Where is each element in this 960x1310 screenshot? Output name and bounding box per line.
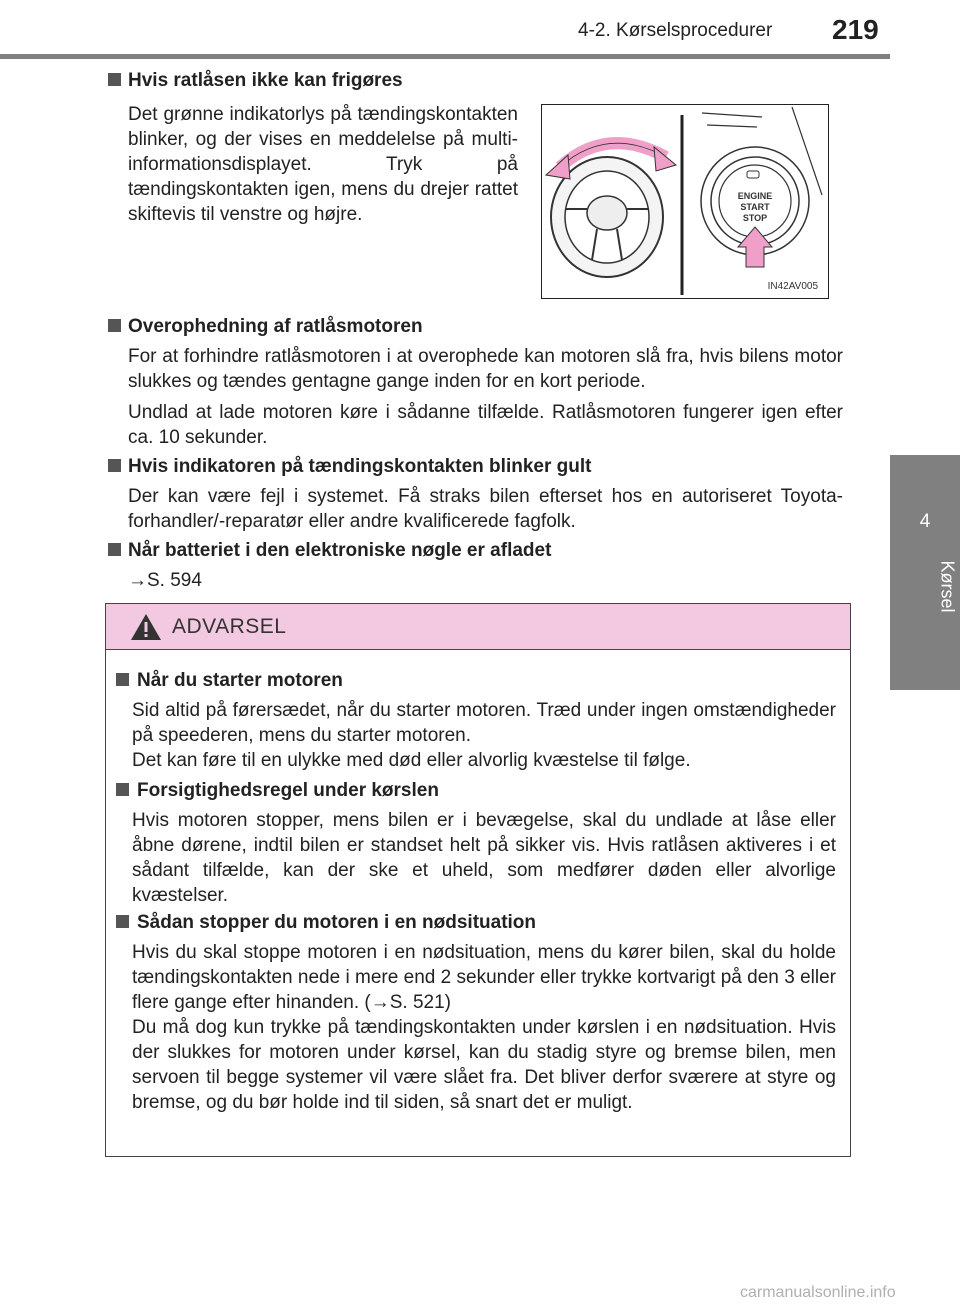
warning-paragraph: Hvis motoren stopper, mens bilen er i bevægelse, skal du undlade at låse eller åbne dørene, indtil bilen er standset helt på sikker vis. Hvis ratlåsen aktiveres i et sådant tilfælde, kan der ske et uheld, som medfører døden eller alvorlige kvæstelser. (132, 810, 836, 906)
warning-item-title: Når du starter motoren (116, 670, 343, 692)
warning-item-title: Sådan stopper du motoren i en nødsituation (116, 912, 536, 934)
warning-paragraph: Sid altid på førersædet, når du starter motoren. Træd under ingen omstændigheder på speederen, mens du starter motoren. (132, 700, 836, 746)
page-number: 219 (832, 14, 879, 45)
warning-triangle-icon (130, 613, 162, 641)
section-paragraph: Undlad at lade motoren køre i sådanne tilfælde. Ratlåsmotoren fungerer igen efter ca. 10 sekunder. (128, 402, 843, 448)
bullet-square-icon (108, 543, 121, 556)
bullet-square-icon (108, 73, 121, 86)
section-title: Overophedning af ratlåsmotoren (108, 316, 423, 338)
section-header: 4-2. Kørselsprocedurer (578, 20, 773, 41)
section-paragraph: Der kan være fejl i systemet. Få straks bilen efterset hos en autoriseret Toyota-forhandler/-reparatør eller andre kvalificerede fagfolk. (128, 486, 843, 532)
section-paragraph: Det grønne indikatorlys på tændingskontakten blinker, og der vises en meddelelse på multi-informationsdisplayet. Tryk på tændingskontakten igen, mens du drejer rattet skiftevis til venstre og højre. (128, 104, 518, 225)
header-rule (0, 54, 890, 59)
bullet-square-icon (116, 783, 129, 796)
warning-box (105, 603, 851, 1157)
warning-item-title: Forsigtighedsregel under kørslen (116, 780, 439, 802)
button-line-start: START (740, 202, 770, 212)
section-paragraph: For at forhindre ratlåsmotoren i at overophede kan motoren slå fra, hvis bilens motor slukkes og tændes gentagne gange inden for en kort periode. (128, 346, 843, 392)
watermark: carmanualsonline.info (740, 1284, 896, 1301)
bullet-square-icon (116, 915, 129, 928)
warning-header (106, 604, 850, 650)
warning-paragraph: Hvis du skal stoppe motoren i en nødsituation, mens du kører bilen, skal du holde tændingskontakten nede i mere end 2 sekunder eller trykke kortvarigt på den 3 eller flere gange efter hinanden. (→S. 521) (132, 942, 836, 1013)
section-title: Når batteriet i den elektroniske nøgle er afladet (108, 540, 551, 562)
bullet-square-icon (108, 459, 121, 472)
bullet-square-icon (108, 319, 121, 332)
chapter-number: 4 (919, 511, 931, 532)
button-line-engine: ENGINE (737, 191, 773, 201)
bullet-square-icon (116, 673, 129, 686)
warning-paragraph: Det kan føre til en ulykke med død eller alvorlig kvæstelse til følge. (132, 750, 691, 771)
section-title: Hvis ratlåsen ikke kan frigøres (108, 70, 403, 92)
steering-ignition-figure (541, 104, 829, 299)
figure-code: IN42AV005 (767, 281, 818, 292)
section-title: Hvis indikatoren på tændingskontakten blinker gult (108, 456, 591, 478)
warning-paragraph: Du må dog kun trykke på tændingskontakten under kørslen i en nødsituation. Hvis der slukkes for motoren under kørsel, kan du stadig styre og bremse bilen, men servoen til begge systemer vil være slået fra. Det bliver derfor sværere at styre og bremse, og du bør holde ind til siden, så snart det er muligt. (132, 1017, 836, 1113)
chapter-name: Kørsel (937, 560, 958, 613)
button-line-stop: STOP (742, 213, 768, 223)
warning-title: ADVARSEL (172, 615, 287, 638)
page-reference: →S. 594 (128, 570, 202, 591)
